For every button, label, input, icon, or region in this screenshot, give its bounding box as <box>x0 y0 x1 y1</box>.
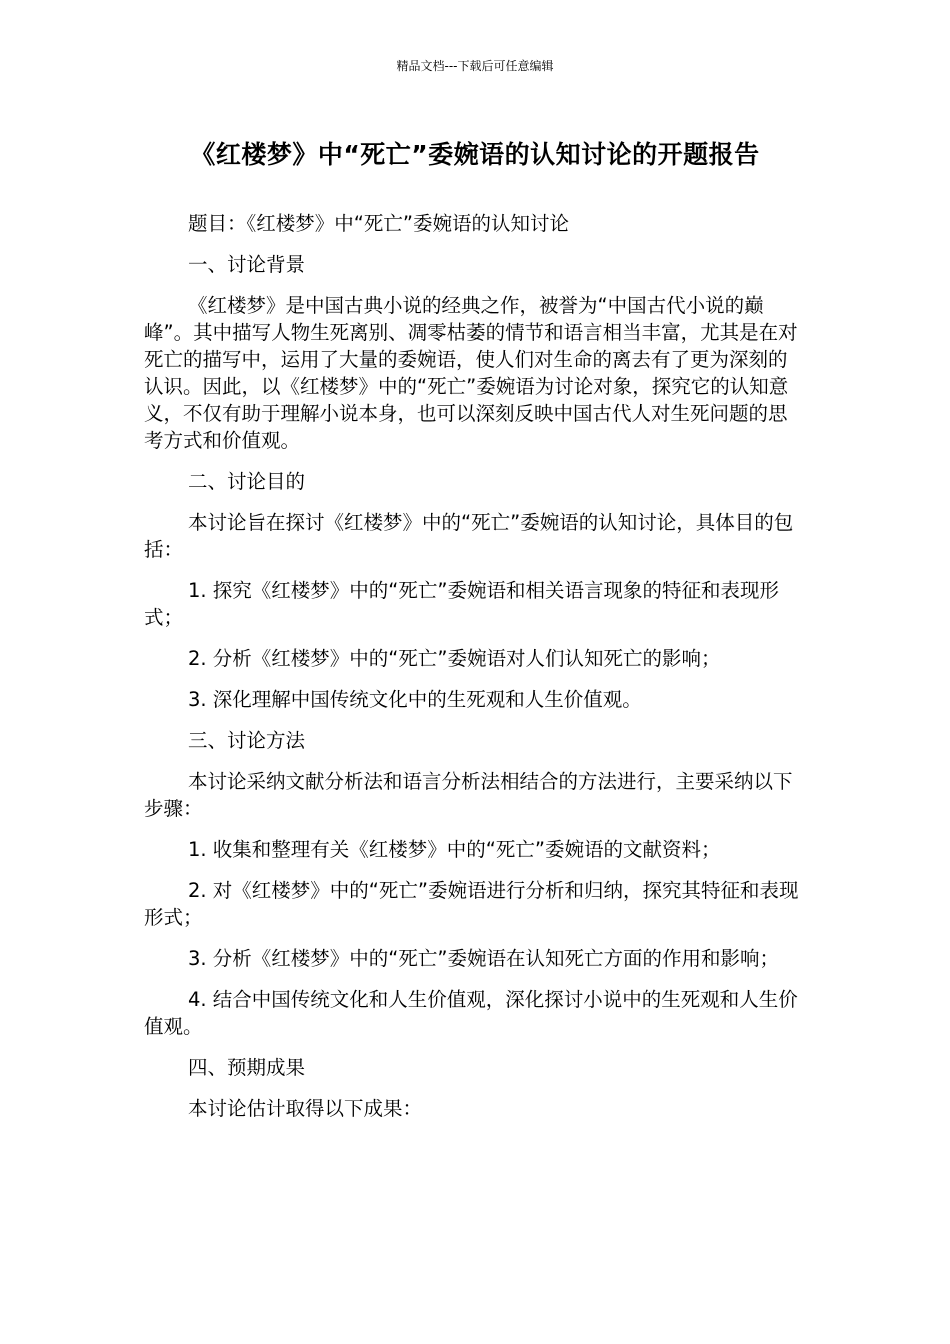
method-step-4: 4. 结合中国传统文化和人生价值观，深化探讨小说中的生死观和人生价值观。 <box>144 988 798 1038</box>
method-paragraph: 本讨论采纳文献分析法和语言分析法相结合的方法进行，主要采纳以下步骤： <box>144 770 793 820</box>
background-paragraph: 《红楼梦》是中国古典小说的经典之作，被誉为“中国古代小说的巅峰”。其中描写人物生死离别、凋零枯萎的情节和语言相当丰富，尤其是在对死亡的描写中，运用了大量的委婉语，使人们对生命的离去有了更为深刻的认识。因此，以《红楼梦》中的“死亡”委婉语为讨论对象，探究它的认知意义，不仅有助于理解小说本身，也可以深刻反映中国古代人对生死问题的思考方式和价值观。 <box>144 294 798 452</box>
subject-line: 题目：《红楼梦》中“死亡”委婉语的认知讨论 <box>188 212 569 235</box>
section-heading-purpose: 二、讨论目的 <box>188 470 306 493</box>
outcomes-paragraph: 本讨论估计取得以下成果： <box>188 1097 423 1120</box>
purpose-item-2: 2. 分析《红楼梦》中的“死亡”委婉语对人们认知死亡的影响； <box>188 647 721 670</box>
method-step-2: 2. 对《红楼梦》中的“死亡”委婉语进行分析和归纳，探究其特征和表现形式； <box>144 879 799 929</box>
purpose-item-3: 3. 深化理解中国传统文化中的生死观和人生价值观。 <box>188 688 642 711</box>
method-step-3: 3. 分析《红楼梦》中的“死亡”委婉语在认知死亡方面的作用和影响； <box>188 947 780 970</box>
purpose-item-1: 1. 探究《红楼梦》中的“死亡”委婉语和相关语言现象的特征和表现形式； <box>144 579 780 629</box>
document-body <box>144 210 806 1136</box>
purpose-paragraph: 本讨论旨在探讨《红楼梦》中的“死亡”委婉语的认知讨论，具体目的包括： <box>144 511 794 561</box>
method-step-1: 1. 收集和整理有关《红楼梦》中的“死亡”委婉语的文献资料； <box>188 838 721 861</box>
section-heading-background: 一、讨论背景 <box>188 253 306 276</box>
document-title: 《红楼梦》中“死亡”委婉语的认知讨论的开题报告 <box>190 140 760 169</box>
section-heading-method: 三、讨论方法 <box>188 729 306 752</box>
header-note: 精品文档---下载后可任意编辑 <box>396 59 554 73</box>
section-heading-outcomes: 四、预期成果 <box>188 1056 306 1079</box>
